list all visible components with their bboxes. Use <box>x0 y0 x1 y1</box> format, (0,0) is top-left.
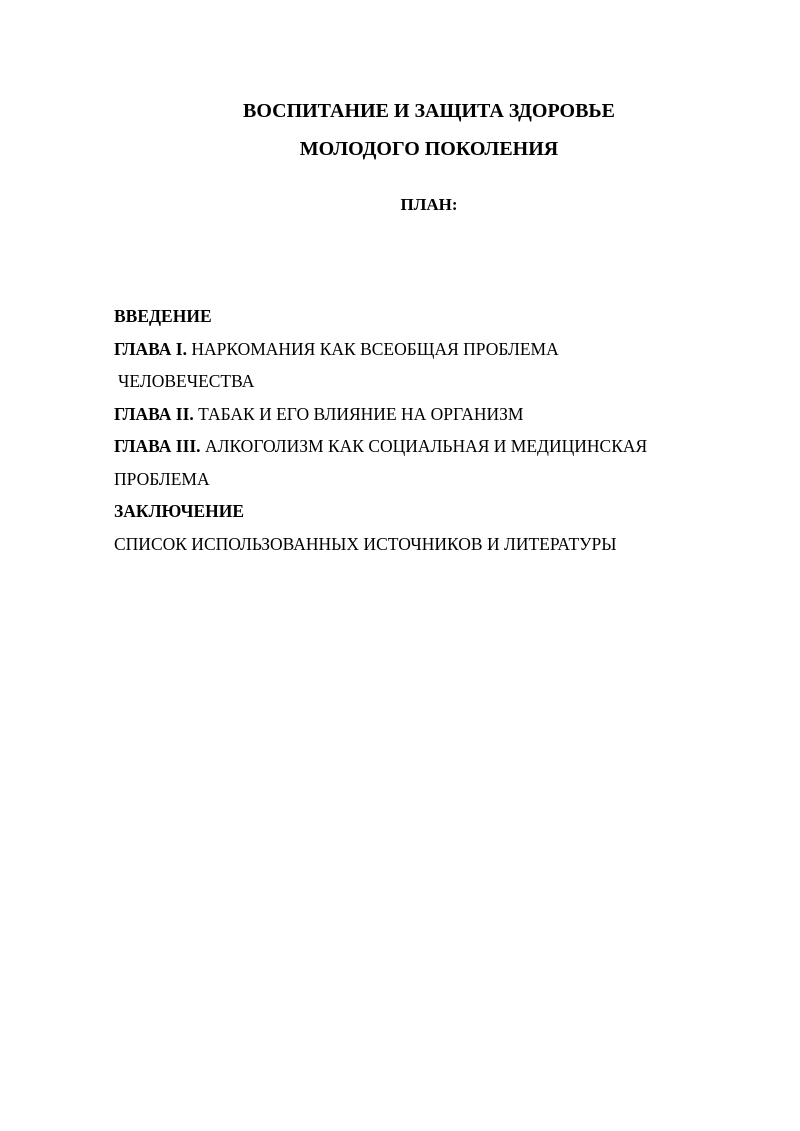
toc-chapter-2 <box>114 398 734 431</box>
toc-chapter-1-label: ГЛАВА I. <box>114 338 187 359</box>
toc-introduction: ВВЕДЕНИЕ <box>114 306 212 326</box>
toc-chapter-3 <box>114 430 734 463</box>
toc-chapter-3-text: АЛКОГОЛИЗМ КАК СОЦИАЛЬНАЯ И МЕДИЦИНСКАЯ <box>200 436 648 456</box>
document-title-line-1: ВОСПИТАНИЕ И ЗАЩИТА ЗДОРОВЬЕ <box>242 100 615 122</box>
toc-chapter-2-label: ГЛАВА II. <box>114 403 194 424</box>
toc-chapter-1-continuation: ЧЕЛОВЕЧЕСТВА <box>118 371 255 391</box>
toc-chapter-1-text: НАРКОМАНИЯ КАК ВСЕОБЩАЯ ПРОБЛЕМА <box>186 338 559 359</box>
toc-chapter-3-label: ГЛАВА III. <box>114 436 201 456</box>
toc-chapter-1 <box>114 333 734 366</box>
document-title-line-2: МОЛОДОГО ПОКОЛЕНИЯ <box>299 138 559 160</box>
toc-chapter-3-continuation: ПРОБЛЕМА <box>114 468 210 489</box>
toc-chapter-2-text: ТАБАК И ЕГО ВЛИЯНИЕ НА ОРГАНИЗМ <box>193 403 524 424</box>
plan-heading: ПЛАН: <box>400 195 458 214</box>
toc-conclusion: ЗАКЛЮЧЕНИЕ <box>114 501 245 521</box>
table-of-contents <box>114 300 734 560</box>
toc-references: СПИСОК ИСПОЛЬЗОВАННЫХ ИСТОЧНИКОВ И ЛИТЕРАТУРЫ <box>114 533 617 554</box>
